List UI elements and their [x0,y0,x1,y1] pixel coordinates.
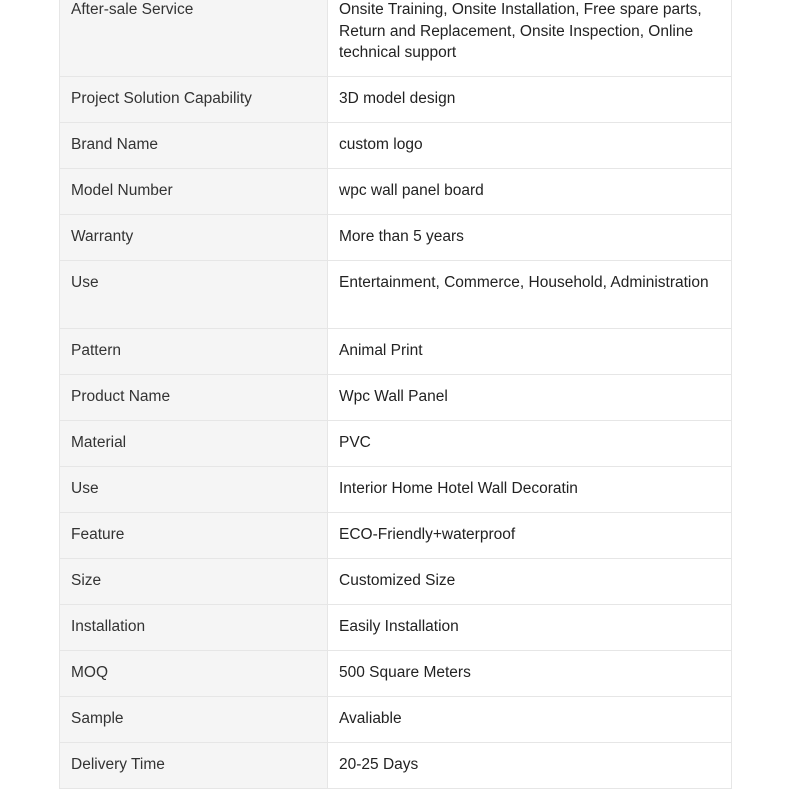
spec-value: Wpc Wall Panel [328,375,732,421]
spec-key: Installation [60,605,328,651]
spec-value: wpc wall panel board [328,169,732,215]
product-spec-table [59,0,732,789]
table-row [60,513,732,559]
table-row [60,329,732,375]
spec-value: Animal Print [328,329,732,375]
table-row [60,697,732,743]
spec-value: Interior Home Hotel Wall Decoratin [328,467,732,513]
spec-key: Sample [60,697,328,743]
table-row [60,169,732,215]
table-row [60,375,732,421]
spec-value: Onsite Training, Onsite Installation, Free spare parts, Return and Replacement, Onsite Inspection, Online technical support [328,0,732,77]
spec-key: Project Solution Capability [60,77,328,123]
table-row [60,0,732,77]
spec-value: custom logo [328,123,732,169]
spec-value: 500 Square Meters [328,651,732,697]
table-row [60,123,732,169]
spec-key: Use [60,261,328,329]
spec-key: Delivery Time [60,743,328,789]
spec-key: MOQ [60,651,328,697]
spec-value: PVC [328,421,732,467]
spec-key: Warranty [60,215,328,261]
spec-value: Avaliable [328,697,732,743]
spec-key: Feature [60,513,328,559]
table-row [60,261,732,329]
spec-key: Material [60,421,328,467]
spec-value: More than 5 years [328,215,732,261]
table-row [60,421,732,467]
spec-key: Product Name [60,375,328,421]
spec-value: Easily Installation [328,605,732,651]
spec-key: Model Number [60,169,328,215]
table-row [60,651,732,697]
table-row [60,743,732,789]
spec-value: ECO-Friendly+waterproof [328,513,732,559]
spec-key: Use [60,467,328,513]
spec-value: 20-25 Days [328,743,732,789]
table-row [60,215,732,261]
spec-key: Size [60,559,328,605]
spec-value: Customized Size [328,559,732,605]
product-spec-section [59,0,732,789]
spec-value: Entertainment, Commerce, Household, Administration [328,261,732,329]
table-row [60,77,732,123]
table-row [60,559,732,605]
spec-key: Pattern [60,329,328,375]
table-row [60,467,732,513]
spec-value: 3D model design [328,77,732,123]
spec-key: Brand Name [60,123,328,169]
spec-key: After-sale Service [60,0,328,77]
table-row [60,605,732,651]
